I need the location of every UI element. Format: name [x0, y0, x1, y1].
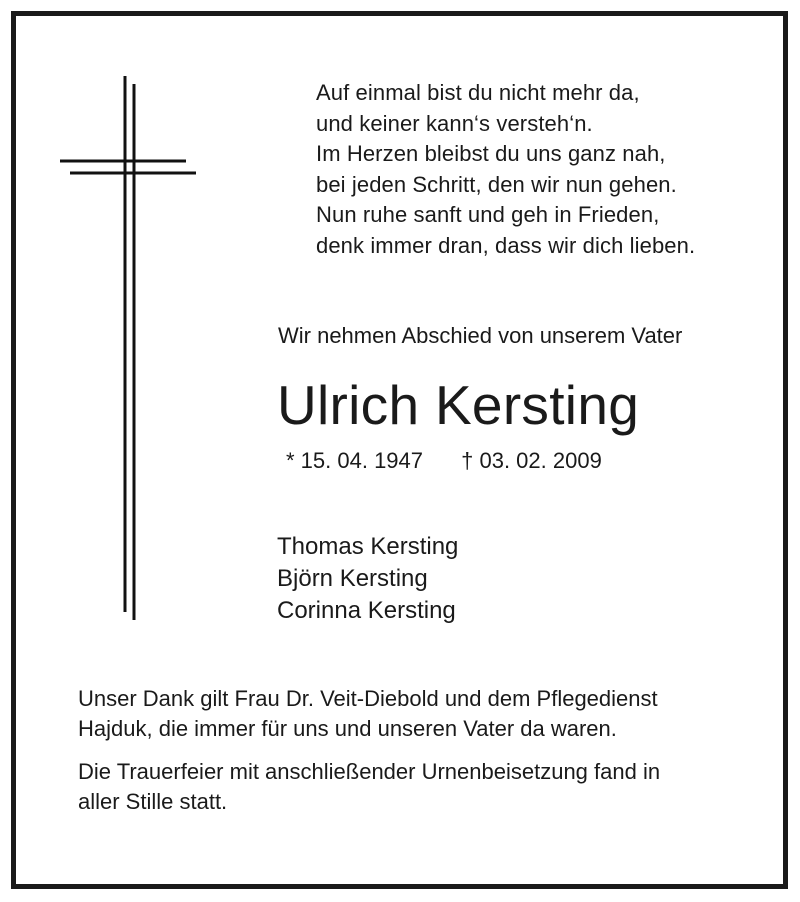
death-date: † 03. 02. 2009 — [461, 448, 602, 473]
deceased-name: Ulrich Kersting — [277, 374, 640, 436]
birth-date: * 15. 04. 1947 — [286, 448, 424, 473]
poem-line: denk immer dran, dass wir dich lieben. — [316, 232, 696, 258]
family-member: Thomas Kersting — [277, 533, 459, 560]
cross-icon — [16, 16, 216, 636]
poem-line: Nun ruhe sanft und geh in Frieden, — [316, 202, 660, 227]
ceremony-paragraph — [78, 757, 660, 816]
ceremony-line: Die Trauerfeier mit anschließender Urnenbeisetzung fand in — [78, 759, 661, 784]
poem-line: und keiner kann‘s versteh‘n. — [316, 110, 593, 136]
family-list — [277, 531, 458, 627]
poem-line: Auf einmal bist du nicht mehr da, — [316, 80, 640, 105]
thanks-line: Unser Dank gilt Frau Dr. Veit-Diebold und dem Pflegedienst — [78, 686, 658, 711]
life-dates — [286, 448, 602, 474]
thanks-paragraph — [78, 684, 658, 743]
farewell-text: Wir nehmen Abschied von unserem Vater — [278, 323, 683, 348]
family-member: Corinna Kersting — [277, 597, 456, 624]
poem-line: bei jeden Schritt, den wir nun gehen. — [316, 171, 677, 197]
thanks-line: Hajduk, die immer für uns und unseren Vater da waren. — [78, 715, 617, 741]
poem — [316, 78, 695, 261]
poem-line: Im Herzen bleibst du uns ganz nah, — [316, 141, 666, 166]
ceremony-line: aller Stille statt. — [78, 788, 228, 814]
obituary-frame — [11, 11, 788, 889]
family-member: Björn Kersting — [277, 565, 428, 592]
